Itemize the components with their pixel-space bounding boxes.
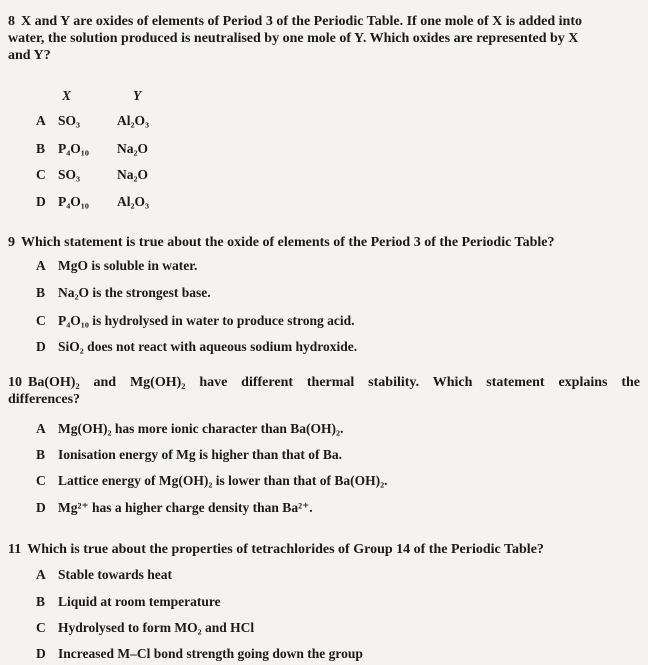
q9-option-a: A MgO is soluble in water.	[36, 258, 198, 273]
q11-option-c: C Hydrolysed to form MO₂ and HCl	[36, 620, 255, 635]
q8-line-3: and Y?	[8, 48, 51, 63]
q11-option-b: B Liquid at room temperature	[36, 594, 221, 609]
q8-option-b: B P₄O₁₀ Na₂O	[36, 141, 149, 156]
q9-option-c: C P₄O₁₀ is hydrolysed in water to produce strong acid.	[36, 313, 355, 328]
question-11: 11 Which is true about the properties of tetrachlorides of Group 14 of the Periodic Table?	[8, 542, 544, 557]
question-9: 9 Which statement is true about the oxide of elements of the Period 3 of the Periodic Table?	[8, 235, 555, 250]
q10-option-d: D Mg²⁺ has a higher charge density than Ba²⁺.	[36, 500, 313, 515]
q9-option-b: B Na₂O is the strongest base.	[36, 285, 211, 300]
question-10	[8, 374, 640, 408]
q8-column-header-y: Y	[133, 88, 142, 103]
q11-option-d: D Increased M–Cl bond strength going down the group	[36, 646, 363, 661]
question-8	[8, 13, 640, 64]
q11-option-a: A Stable towards heat	[36, 567, 172, 582]
q8-option-d: D P₄O₁₀ Al₂O₃	[36, 194, 150, 209]
q10-option-a: A Mg(OH)₂ has more ionic character than Ba(OH)₂.	[36, 421, 344, 436]
q9-option-d: D SiO₂ does not react with aqueous sodium hydroxide.	[36, 339, 358, 354]
q10-line-1: 10 Ba(OH)₂ and Mg(OH)₂ have different thermal stability. Which statement explains the	[8, 375, 640, 390]
q8-option-a: A SO₃ Al₂O₃	[36, 113, 150, 128]
q8-column-header-x: X	[62, 88, 72, 103]
q10-option-c: C Lattice energy of Mg(OH)₂ is lower than that of Ba(OH)₂.	[36, 473, 388, 488]
q8-line-2: water, the solution produced is neutralised by one mole of Y. Which oxides are represented by X	[8, 31, 579, 46]
q8-line-1: 8 X and Y are oxides of elements of Period 3 of the Periodic Table. If one mole of X is added into	[8, 14, 583, 29]
q10-option-b: B Ionisation energy of Mg is higher than that of Ba.	[36, 447, 343, 462]
q10-line-2: differences?	[8, 392, 81, 407]
q8-option-c: C SO₃ Na₂O	[36, 167, 149, 182]
